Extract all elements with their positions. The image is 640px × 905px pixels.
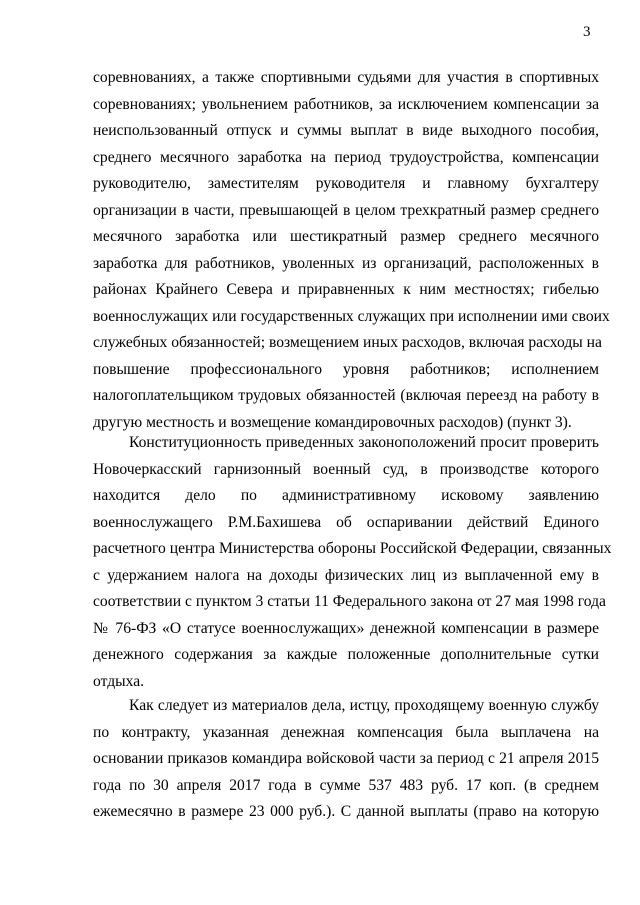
text-line: месячного заработка или шестикратный размер среднего месячного [93,228,599,245]
page-number: 3 [583,24,591,40]
text-line: Новочеркасский гарнизонный военный суд, в производстве которого [93,460,599,478]
text-line: года по 30 апреля 2017 года в сумме 537 483 руб. 17 коп. (в среднем [93,776,599,794]
text-line: районах Крайнего Севера и приравненных к ним местностях; гибелью [93,281,599,298]
text-line: повышение профессионального уровня работников; исполнением [93,360,599,378]
paragraph-2 [93,430,612,695]
text-line: отдыха. [93,672,145,690]
text-line: основании приказов командира войсковой части за период с 21 апреля 2015 [93,750,599,767]
text-line: служебных обязанностей; возмещением иных расходов, включая расходы на [93,334,602,351]
paragraph-1 [93,65,610,436]
text-line: военнослужащего Р.М.Бахишева об оспаривании действий Единого [93,513,599,531]
text-line: соответствии с пунктом 3 статьи 11 Федерального закона от 27 мая 1998 года [93,593,606,610]
text-line: по контракту, указанная денежная компенсация была выплачена на [93,723,599,741]
text-line: руководителю, заместителям руководителя и главному бухгалтеру [93,175,599,192]
text-line: заработка для работников, уволенных из организаций, расположенных в [93,254,599,272]
text-line: другую местность и возмещение командировочных расходов) (пункт 3). [93,413,572,431]
text-line: неиспользованный отпуск и суммы выплат в виде выходного пособия, [93,122,599,139]
text-line: расчетного центра Министерства обороны Российской Федерации, связанных [93,540,612,557]
text-line: ежемесячно в размере 23 000 руб.). С данной выплаты (право на которую [93,803,599,820]
text-line: Как следует из материалов дела, истцу, проходящему военную службу [129,697,599,714]
text-line: организации в части, превышающей в целом трехкратный размер среднего [93,201,599,219]
paragraph-3 [93,693,599,826]
text-line: соревнованиях; увольнением работников, за исключением компенсации за [93,95,599,113]
text-line: военнослужащих или государственных служащих при исполнении ими своих [93,307,610,325]
text-line: налогоплательщиком трудовых обязанностей (включая переезд на работу в [93,387,599,404]
text-line: среднего месячного заработка на период трудоустройства, компенсации [93,148,599,166]
text-line: денежного содержания за каждые положенные дополнительные сутки [93,646,599,663]
text-line: № 76-ФЗ «О статусе военнослужащих» денежной компенсации в размере [93,619,599,637]
text-line: с удержанием налога на доходы физических лиц из выплаченной ему в [93,566,599,584]
text-line: Конституционность приведенных законоположений просит проверить [129,434,599,451]
text-line: соревнованиях, а также спортивными судьями для участия в спортивных [93,69,599,86]
text-line: находится дело по административному исковому заявлению [93,487,599,504]
